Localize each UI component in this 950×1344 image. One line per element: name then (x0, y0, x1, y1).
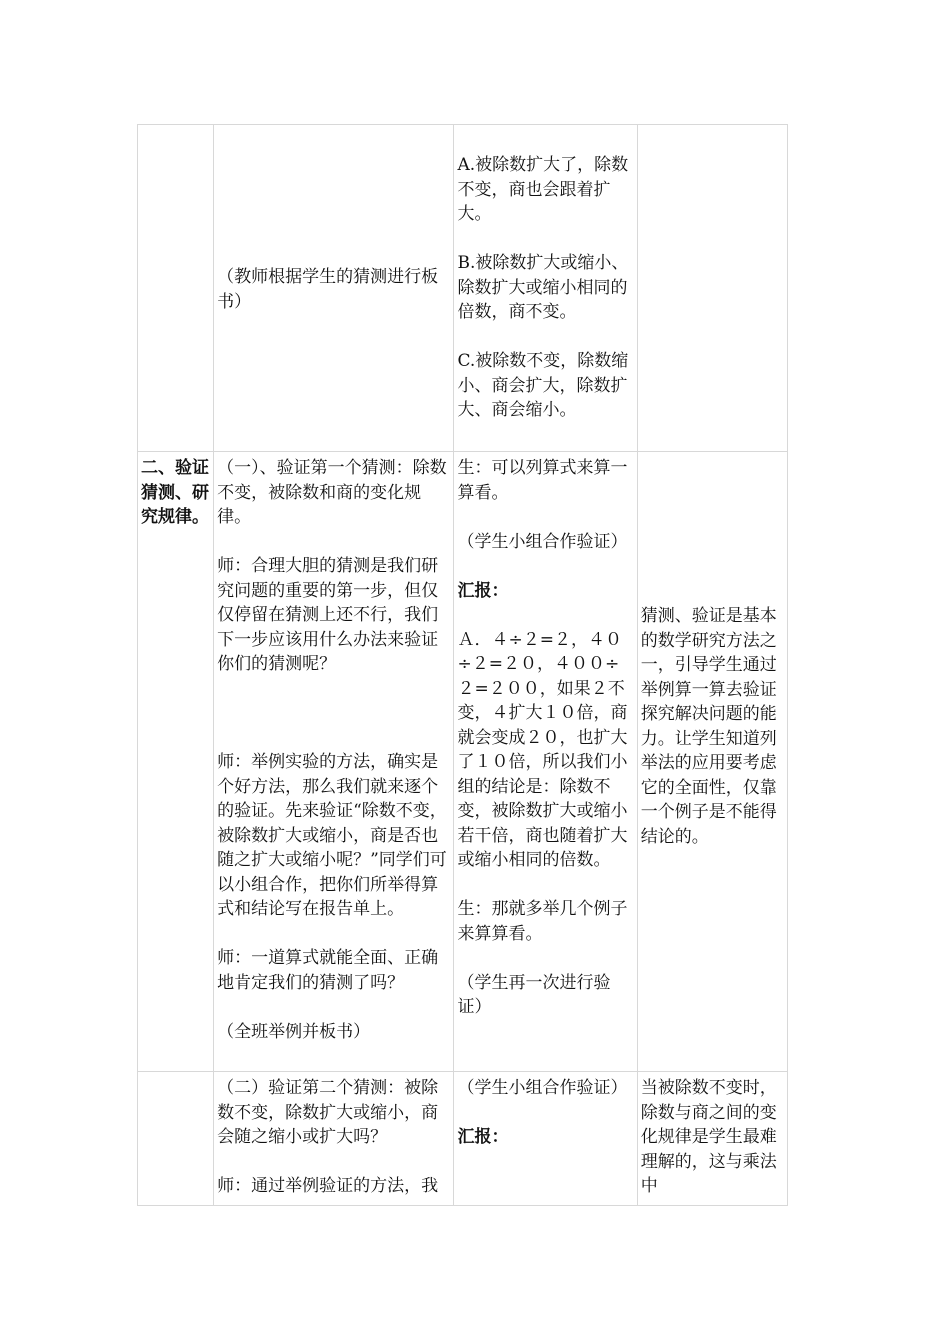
teacher-paragraph: （二）验证第二个猜测：被除数不变，除数扩大或缩小，商会随之缩小或扩大吗？ (217, 1078, 439, 1147)
stage-title: 二、验证猜测、研究规律。 (141, 458, 209, 527)
guess-b: B.被除数扩大或缩小、除数扩大或缩小相同的倍数，商不变。 (457, 253, 629, 322)
teacher-paragraph: （全班举例并板书） (217, 1021, 371, 1042)
table-row (138, 1072, 788, 1206)
student-activity-cell (454, 1072, 637, 1206)
teacher-activity-cell (214, 452, 454, 1072)
student-paragraph: （学生小组合作验证） (457, 531, 628, 552)
teacher-activity-cell (214, 1072, 454, 1206)
stage-cell (138, 452, 214, 1072)
design-intent-text: 猜测、验证是基本的数学研究方法之一，引导学生通过举例算一算去验证探究解决问题的能力。让学生知道列举法的应用要考虑它的全面性，仅靠一个例子是不能得结论的。 (640, 606, 777, 847)
design-intent-cell (637, 452, 787, 1072)
guess-a: A.被除数扩大了，除数不变，商也会跟着扩大。 (457, 155, 629, 224)
student-paragraph: （学生再一次进行验证） (457, 972, 611, 1017)
teacher-paragraph: （一）、验证第一个猜测：除数不变，被除数和商的变化规律。 (217, 458, 447, 527)
teacher-note: （教师根据学生的猜测进行板书） (217, 267, 439, 312)
student-paragraph: 生：那就多举几个例子来算算看。 (457, 899, 628, 944)
teacher-activity-cell (214, 125, 454, 452)
student-paragraph: （学生小组合作验证） (457, 1078, 628, 1098)
teacher-paragraph: 师：通过举例验证的方法，我 (217, 1176, 439, 1196)
teacher-paragraph: 师：举例实验的方法，确实是个好方法，那么我们就来逐个的验证。先来验证“除数不变，被除数扩大或缩小，商是否也随之扩大或缩小呢？”同学们可以小组合作，把你们所举得算式和结论写在报告单上。 (217, 752, 447, 919)
stage-cell (138, 125, 214, 452)
teacher-paragraph: 师：合理大胆的猜测是我们研究问题的重要的第一步，但仅仅停留在猜测上还不行，我们下一步应该用什么办法来验证你们的猜测呢？ (217, 556, 439, 674)
student-paragraph: 生：可以列算式来算一算看。 (457, 458, 628, 503)
report-heading: 汇报： (457, 1127, 509, 1147)
design-intent-text: 当被除数不变时，除数与商之间的变化规律是学生最难理解的，这与乘法中 (640, 1078, 777, 1196)
report-heading: 汇报： (457, 580, 509, 601)
design-intent-cell (637, 125, 787, 452)
lesson-plan-table (137, 124, 788, 1206)
table-row (138, 125, 788, 452)
stage-cell (138, 1072, 214, 1206)
student-activity-cell (454, 125, 637, 452)
design-intent-cell (637, 1072, 787, 1206)
student-paragraph: Ａ．４÷２=２，４０÷２=２０，４００÷２=２００，如果２不变，４扩大１０倍，商就会变成２０，也扩大了１０倍，所以我们小组的结论是：除数不变，被除数扩大或缩小若干倍，商也随着扩大或缩小相同的倍数。 (457, 629, 628, 870)
table-row (138, 452, 788, 1072)
teacher-paragraph: 师：一道算式就能全面、正确地肯定我们的猜测了吗？ (217, 948, 439, 993)
guess-c: C.被除数不变，除数缩小、商会扩大，除数扩大、商会缩小。 (457, 351, 629, 420)
student-activity-cell (454, 452, 637, 1072)
